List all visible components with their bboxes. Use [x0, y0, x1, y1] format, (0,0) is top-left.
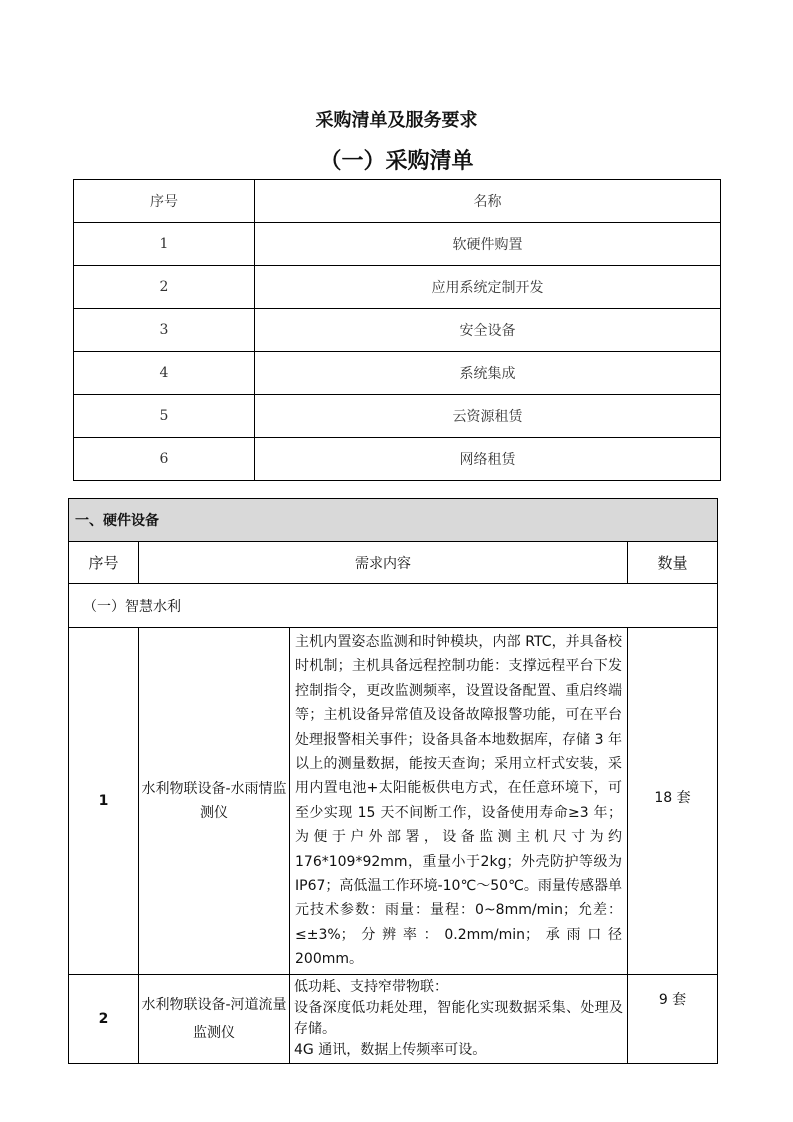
row-name: 应用系统定制开发 — [255, 266, 721, 309]
item-description: 主机内置姿态监测和时钟模块，内部 RTC，并具备校时机制；主机具备远程控制功能：支撑远程平台下发控制指令，更改监测频率，设置设备配置、重启终端等；主机设备异常值及设备故障报警功能，可在平台处理报警相关事件；设备具备本地数据库，存储 3 年以上的测量数据，能按天查询；采用立杆式安装，采用内置电池+太阳能板供电方式，在任意环境下，可至少实现 15 天不间断工作，设备使用寿命≥3 年；为便于户外部署，设备监测主机尺寸为约 176*109*92mm，重量小于2kg；外壳防护等级为 IP67；高低温工作环境-10℃～50℃。雨量传感器单元技术参数：雨量：量程：0~8mm/min；允差：≤±3%；分辨率：0.2mm/min；承雨口径 200mm。 — [290, 628, 628, 975]
hardware-table — [68, 498, 718, 1064]
table-row — [74, 309, 721, 352]
header-quantity: 数量 — [628, 542, 718, 584]
row-index: 5 — [74, 395, 255, 438]
hardware-section-title: 一、硬件设备 — [69, 499, 718, 542]
item-description — [290, 974, 628, 1063]
item-name: 水利物联设备-河道流量监测仪 — [139, 974, 290, 1063]
description-line: 低功耗、支持窄带物联： — [294, 978, 448, 995]
section-heading: （一）采购清单 — [319, 149, 474, 174]
document-title: 采购清单及服务要求 — [315, 110, 478, 131]
header-requirement: 需求内容 — [139, 542, 628, 584]
row-name: 云资源租赁 — [255, 395, 721, 438]
row-name: 安全设备 — [255, 309, 721, 352]
item-quantity: 18 套 — [628, 628, 718, 975]
row-index: 3 — [74, 309, 255, 352]
description-line: 4G 通讯，数据上传频率可设。 — [294, 1041, 487, 1058]
subsection-title: （一）智慧水利 — [69, 584, 718, 628]
table-row — [74, 352, 721, 395]
table-row — [69, 628, 718, 975]
table-row — [74, 223, 721, 266]
row-index: 2 — [74, 266, 255, 309]
item-index: 1 — [69, 628, 139, 975]
table-header-row — [69, 542, 718, 584]
row-index: 6 — [74, 438, 255, 481]
row-name: 网络租赁 — [255, 438, 721, 481]
table-row — [69, 974, 718, 1063]
row-name: 系统集成 — [255, 352, 721, 395]
table-row — [74, 438, 721, 481]
item-index: 2 — [69, 974, 139, 1063]
header-index: 序号 — [74, 180, 255, 223]
header-index: 序号 — [69, 542, 139, 584]
row-index: 4 — [74, 352, 255, 395]
description-line: 设备深度低功耗处理，智能化实现数据采集、处理及存储。 — [294, 999, 623, 1037]
table-header-row — [74, 180, 721, 223]
table-row — [74, 395, 721, 438]
row-index: 1 — [74, 223, 255, 266]
item-name: 水利物联设备-水雨情监测仪 — [139, 628, 290, 975]
row-name: 软硬件购置 — [255, 223, 721, 266]
item-quantity: 9 套 — [628, 974, 718, 1063]
table-row — [74, 266, 721, 309]
purchase-list-table — [73, 179, 721, 481]
header-name: 名称 — [255, 180, 721, 223]
